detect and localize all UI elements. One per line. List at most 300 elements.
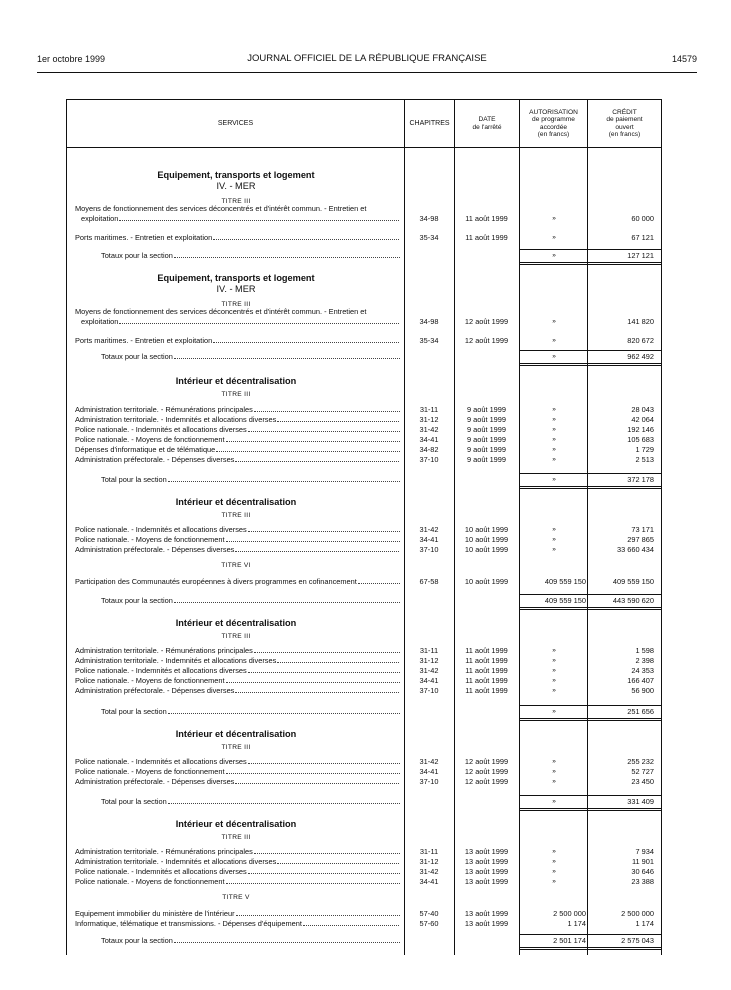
service-label: [75, 415, 400, 425]
autorisation-cell: »: [552, 476, 556, 483]
service-label: [75, 233, 400, 243]
service-text: Police nationale. - Indemnités et allocations diverses: [75, 867, 247, 876]
service-text: Police nationale. - Moyens de fonctionnement: [75, 877, 225, 886]
credit-cell: 141 820: [627, 317, 654, 326]
service-text: Administration territoriale. - Indemnités et allocations diverses: [75, 857, 277, 866]
leader-dots: [235, 460, 400, 462]
total-row: [67, 707, 661, 717]
date-cell: 13 août 1999: [464, 857, 509, 866]
titre-heading: TITRE III: [221, 512, 251, 519]
table-row: [67, 857, 661, 867]
table-row: [67, 415, 661, 425]
titre-heading: TITRE III: [221, 834, 251, 841]
credit-cell: 23 388: [631, 877, 654, 886]
leader-dots: [248, 430, 400, 432]
chapitre-cell: 35-34: [419, 233, 439, 242]
date-cell: 9 août 1999: [466, 405, 507, 414]
credit-cell: 820 672: [627, 336, 654, 345]
chapitre-cell: 31-42: [419, 867, 439, 876]
chapitre-cell: 31-42: [419, 525, 439, 534]
total-rule: [520, 810, 661, 811]
leader-dots: [303, 924, 400, 926]
table-row: [67, 767, 661, 777]
autorisation-cell: »: [552, 536, 556, 543]
total-label: [101, 475, 400, 485]
credit-cell: 73 171: [631, 525, 654, 534]
total-label: [101, 797, 400, 807]
service-label: Moyens de fonctionnement des services déconcentrés et d'intérêt commun. - Entretien et: [75, 307, 367, 316]
credit-cell: 42 064: [631, 415, 654, 424]
total-rule: [520, 594, 661, 595]
autorisation-cell: »: [552, 687, 556, 694]
chapitre-cell: 31-42: [419, 425, 439, 434]
table-row: [67, 686, 661, 696]
service-label: [75, 867, 400, 877]
total-rule: [520, 262, 661, 263]
total-rule: [520, 363, 661, 364]
leader-dots: [168, 480, 400, 482]
date-cell: 12 août 1999: [464, 777, 509, 786]
table-row: [67, 545, 661, 555]
col-header-autorisation: AUTORISATION de programme accordée (en francs): [529, 108, 578, 138]
service-label: [75, 455, 400, 465]
section-subtitle: IV. - MER: [216, 284, 256, 294]
leader-dots: [277, 661, 400, 663]
service-label: [75, 525, 400, 535]
total-rule: [520, 486, 661, 487]
service-text: Administration territoriale. - Rémunérations principales: [75, 405, 253, 414]
total-rule: [520, 365, 661, 366]
service-label: [75, 425, 400, 435]
journal-title: JOURNAL OFFICIEL DE LA RÉPUBLIQUE FRANÇAISE: [247, 53, 487, 64]
total-rule: [520, 264, 661, 265]
service-text: Police nationale. - Indemnités et allocations diverses: [75, 757, 247, 766]
leader-dots: [235, 782, 400, 784]
titre-heading: TITRE VI: [221, 562, 251, 569]
credit-cell: 28 043: [631, 405, 654, 414]
table-row: [67, 455, 661, 465]
date-cell: 13 août 1999: [464, 909, 509, 918]
autorisation-cell: »: [552, 337, 556, 344]
table-row: [67, 877, 661, 887]
date-cell: 11 août 1999: [465, 676, 508, 685]
service-label: [75, 777, 400, 787]
date-cell: 13 août 1999: [464, 919, 509, 928]
credit-cell: 60 000: [631, 214, 654, 223]
credit-cell: 1 174: [635, 919, 654, 928]
total-row: [67, 251, 661, 261]
service-text: Ports maritimes. - Entretien et exploitation: [75, 233, 213, 242]
service-text: Administration préfectorale. - Dépenses diverses: [75, 777, 235, 786]
credit-cell: 192 146: [627, 425, 654, 434]
service-label: [75, 767, 400, 777]
credit-cell: 30 646: [631, 867, 654, 876]
service-label: [75, 656, 400, 666]
service-text: Totaux pour la section: [101, 251, 173, 260]
total-rule: [520, 249, 661, 250]
credit-cell: 23 450: [631, 777, 654, 786]
credit-cell: 443 590 620: [612, 596, 654, 605]
section-title: Equipement, transports et logement: [157, 170, 315, 180]
credit-cell: 962 492: [627, 352, 654, 361]
total-rule: [520, 720, 661, 721]
date-cell: 9 août 1999: [466, 455, 507, 464]
credit-cell: 56 900: [631, 686, 654, 695]
table-row: [67, 435, 661, 445]
chapitre-cell: 34-41: [419, 676, 439, 685]
total-rule: [520, 488, 661, 489]
chapitre-cell: 34-41: [419, 767, 439, 776]
chapitre-cell: 34-82: [419, 445, 439, 454]
service-label: [75, 445, 400, 455]
service-label: [75, 686, 400, 696]
autorisation-cell: 409 559 150: [544, 577, 586, 586]
total-label: [101, 352, 400, 362]
table-row-continued: [67, 204, 661, 214]
service-text: Total pour la section: [101, 797, 167, 806]
autorisation-cell: »: [552, 406, 556, 413]
service-label: Moyens de fonctionnement des services déconcentrés et d'intérêt commun. - Entretien et: [75, 204, 367, 213]
total-rule: [520, 934, 661, 935]
table-row: [67, 525, 661, 535]
credit-cell: 251 656: [627, 707, 654, 716]
service-text: Administration préfectorale. - Dépenses diverses: [75, 455, 235, 464]
chapitre-cell: 34-98: [419, 214, 439, 223]
service-text: Totaux pour la section: [101, 596, 173, 605]
credit-cell: 331 409: [627, 797, 654, 806]
service-label: [75, 666, 400, 676]
service-label: [75, 757, 400, 767]
credit-cell: 105 683: [627, 435, 654, 444]
autorisation-cell: »: [552, 426, 556, 433]
leader-dots: [248, 530, 400, 532]
leader-dots: [168, 802, 400, 804]
page-header: [37, 54, 697, 68]
date-cell: 10 août 1999: [464, 525, 509, 534]
service-text: Police nationale. - Indemnités et allocations diverses: [75, 525, 247, 534]
header-row-rule: [67, 147, 661, 148]
leader-dots: [254, 852, 400, 854]
service-text: Equipement immobilier du ministère de l'intérieur: [75, 909, 235, 918]
section-subtitle: IV. - MER: [216, 181, 256, 191]
autorisation-cell: 409 559 150: [544, 596, 586, 605]
leader-dots: [235, 550, 400, 552]
leader-dots: [216, 450, 400, 452]
leader-dots: [174, 256, 400, 258]
credit-cell: 2 513: [635, 455, 654, 464]
service-label: [75, 857, 400, 867]
date-cell: 13 août 1999: [464, 847, 509, 856]
autorisation-cell: »: [552, 858, 556, 865]
chapitre-cell: 34-98: [419, 317, 439, 326]
table-row: [67, 847, 661, 857]
date-cell: 11 août 1999: [465, 646, 508, 655]
total-row: [67, 596, 661, 606]
titre-heading: TITRE III: [221, 198, 251, 205]
total-rule: [520, 609, 661, 610]
credit-cell: 2 500 000: [621, 909, 654, 918]
total-rule: [520, 795, 661, 796]
table-row: [67, 445, 661, 455]
total-row: [67, 936, 661, 946]
total-rule: [520, 947, 661, 948]
col-header-date: DATE de l'arrêté: [472, 116, 502, 131]
credit-cell: 67 121: [631, 233, 654, 242]
service-label: [75, 646, 400, 656]
service-text: Police nationale. - Moyens de fonctionnement: [75, 767, 225, 776]
autorisation-cell: »: [552, 758, 556, 765]
leader-dots: [248, 762, 400, 764]
autorisation-cell: »: [552, 878, 556, 885]
credit-cell: 2 575 043: [621, 936, 654, 945]
credit-cell: 7 934: [635, 847, 654, 856]
leader-dots: [174, 941, 400, 943]
leader-dots: [254, 410, 400, 412]
chapitre-cell: 35-34: [419, 336, 439, 345]
titre-heading: TITRE V: [222, 894, 250, 901]
chapitre-cell: 34-41: [419, 435, 439, 444]
leader-dots: [174, 357, 400, 359]
service-text: exploitation: [81, 214, 119, 223]
leader-dots: [358, 582, 400, 584]
service-text: Police nationale. - Moyens de fonctionnement: [75, 676, 225, 685]
col-header-chapitres: CHAPITRES: [409, 119, 450, 127]
service-text: Administration préfectorale. - Dépenses diverses: [75, 545, 235, 554]
chapitre-cell: 31-12: [419, 415, 439, 424]
section-title: Intérieur et décentralisation: [175, 819, 297, 829]
autorisation-cell: »: [552, 215, 556, 222]
leader-dots: [226, 882, 400, 884]
service-label: [75, 405, 400, 415]
chapitre-cell: 37-10: [419, 777, 439, 786]
date-cell: 12 août 1999: [464, 767, 509, 776]
leader-dots: [119, 219, 400, 221]
chapitre-cell: 31-12: [419, 857, 439, 866]
service-text: Administration territoriale. - Indemnités et allocations diverses: [75, 415, 277, 424]
leader-dots: [226, 681, 400, 683]
col-header-credit: CRÉDIT de paiement ouvert (en francs): [606, 108, 643, 138]
total-row: [67, 475, 661, 485]
autorisation-cell: »: [552, 318, 556, 325]
service-text: Dépenses d'informatique et de télématique: [75, 445, 216, 454]
date-cell: 11 août 1999: [465, 214, 508, 223]
date-cell: 9 août 1999: [466, 425, 507, 434]
chapitre-cell: 37-10: [419, 455, 439, 464]
chapitre-cell: 31-12: [419, 656, 439, 665]
leader-dots: [226, 772, 400, 774]
total-label: [101, 707, 400, 717]
leader-dots: [277, 862, 400, 864]
titre-heading: TITRE III: [221, 301, 251, 308]
service-label: [75, 676, 400, 686]
total-rule: [520, 705, 661, 706]
leader-dots: [235, 691, 400, 693]
date-cell: 12 août 1999: [464, 317, 509, 326]
total-row: [67, 797, 661, 807]
date-cell: 10 août 1999: [464, 577, 509, 586]
section-title: Intérieur et décentralisation: [175, 618, 297, 628]
credit-cell: 372 178: [627, 475, 654, 484]
table-row: [67, 777, 661, 787]
table-row: [67, 919, 661, 929]
service-text: Totaux pour la section: [101, 936, 173, 945]
chapitre-cell: 31-42: [419, 757, 439, 766]
chapitre-cell: 31-11: [419, 646, 439, 655]
table-row: [67, 757, 661, 767]
service-text: exploitation: [81, 317, 119, 326]
table-row: [67, 666, 661, 676]
autorisation-cell: 2 500 000: [553, 909, 586, 918]
leader-dots: [254, 651, 400, 653]
service-text: Administration territoriale. - Rémunérations principales: [75, 646, 253, 655]
total-rule: [520, 473, 661, 474]
autorisation-cell: »: [552, 677, 556, 684]
table-row: [67, 577, 661, 587]
date-cell: 10 août 1999: [464, 535, 509, 544]
total-rule: [520, 350, 661, 351]
leader-dots: [213, 238, 400, 240]
credit-cell: 24 353: [631, 666, 654, 675]
total-row: [67, 352, 661, 362]
leader-dots: [248, 872, 400, 874]
date-cell: 13 août 1999: [464, 877, 509, 886]
autorisation-cell: »: [552, 657, 556, 664]
autorisation-cell: »: [552, 353, 556, 360]
chapitre-cell: 34-41: [419, 535, 439, 544]
chapitre-cell: 31-11: [419, 405, 439, 414]
autorisation-cell: »: [552, 667, 556, 674]
chapitre-cell: 37-10: [419, 686, 439, 695]
credits-table: [66, 99, 662, 955]
date-cell: 10 août 1999: [464, 545, 509, 554]
service-text: Administration préfectorale. - Dépenses diverses: [75, 686, 235, 695]
leader-dots: [174, 601, 400, 603]
total-rule: [520, 718, 661, 719]
credit-cell: 33 660 434: [617, 545, 654, 554]
credit-cell: 2 398: [635, 656, 654, 665]
leader-dots: [226, 440, 400, 442]
credit-cell: 127 121: [627, 251, 654, 260]
table-row: [67, 909, 661, 919]
table-row: [67, 336, 661, 346]
date-cell: 12 août 1999: [464, 757, 509, 766]
table-row: [67, 535, 661, 545]
leader-dots: [168, 712, 400, 714]
autorisation-cell: »: [552, 234, 556, 241]
autorisation-cell: »: [552, 798, 556, 805]
total-rule: [520, 949, 661, 950]
service-text: Police nationale. - Moyens de fonctionnement: [75, 435, 225, 444]
col-header-services: SERVICES: [217, 119, 254, 127]
service-text: Police nationale. - Moyens de fonctionnement: [75, 535, 225, 544]
chapitre-cell: 67-58: [419, 577, 439, 586]
autorisation-cell: 1 174: [567, 919, 586, 928]
service-text: Totaux pour la section: [101, 352, 173, 361]
service-label: [75, 336, 400, 346]
table-row: [67, 405, 661, 415]
leader-dots: [248, 671, 400, 673]
date-cell: 11 août 1999: [465, 686, 508, 695]
chapitre-cell: 37-10: [419, 545, 439, 554]
total-label: [101, 936, 400, 946]
autorisation-cell: »: [552, 708, 556, 715]
date-cell: 11 août 1999: [465, 666, 508, 675]
credit-cell: 52 727: [631, 767, 654, 776]
service-text: Police nationale. - Indemnités et allocations diverses: [75, 425, 247, 434]
autorisation-cell: »: [552, 526, 556, 533]
section-title: Intérieur et décentralisation: [175, 729, 297, 739]
date-cell: 9 août 1999: [466, 415, 507, 424]
service-label: [81, 214, 400, 224]
date-cell: 13 août 1999: [464, 867, 509, 876]
table-row: [67, 867, 661, 877]
autorisation-cell: »: [552, 848, 556, 855]
header-rule: [37, 72, 697, 73]
chapitre-cell: 31-11: [419, 847, 439, 856]
total-label: [101, 596, 400, 606]
service-label: [75, 577, 400, 587]
autorisation-cell: »: [552, 647, 556, 654]
date-cell: 9 août 1999: [466, 445, 507, 454]
credit-cell: 1 598: [635, 646, 654, 655]
date-cell: 12 août 1999: [464, 336, 509, 345]
total-label: [101, 251, 400, 261]
service-text: Informatique, télématique et transmissions. - Dépenses d'équipement: [75, 919, 302, 928]
service-label: [75, 877, 400, 887]
titre-heading: TITRE III: [221, 744, 251, 751]
leader-dots: [119, 322, 400, 324]
service-text: Police nationale. - Indemnités et allocations diverses: [75, 666, 247, 675]
autorisation-cell: »: [552, 546, 556, 553]
chapitre-cell: 57-60: [419, 919, 439, 928]
leader-dots: [236, 914, 400, 916]
section-title: Intérieur et décentralisation: [175, 376, 297, 386]
leader-dots: [213, 341, 400, 343]
page-number: 14579: [671, 54, 697, 64]
service-label: [75, 435, 400, 445]
service-label: [81, 317, 400, 327]
chapitre-cell: 34-41: [419, 877, 439, 886]
service-text: Administration territoriale. - Indemnités et allocations diverses: [75, 656, 277, 665]
autorisation-cell: »: [552, 778, 556, 785]
chapitre-cell: 57-40: [419, 909, 439, 918]
titre-heading: TITRE III: [221, 633, 251, 640]
credit-cell: 297 865: [627, 535, 654, 544]
issue-date: 1er octobre 1999: [37, 54, 106, 64]
table-row: [67, 425, 661, 435]
service-label: [75, 919, 400, 929]
total-rule: [520, 607, 661, 608]
section-title: Intérieur et décentralisation: [175, 497, 297, 507]
service-label: [75, 535, 400, 545]
autorisation-cell: »: [552, 446, 556, 453]
credit-cell: 11 901: [631, 857, 654, 866]
table-row-continued: [67, 307, 661, 317]
service-label: [75, 847, 400, 857]
credit-cell: 166 407: [627, 676, 654, 685]
credit-cell: 1 729: [635, 445, 654, 454]
credit-cell: 255 232: [627, 757, 654, 766]
service-text: Total pour la section: [101, 475, 167, 484]
service-label: [75, 545, 400, 555]
table-row: [67, 676, 661, 686]
chapitre-cell: 31-42: [419, 666, 439, 675]
titre-heading: TITRE III: [221, 391, 251, 398]
table-row: [67, 317, 661, 327]
table-row: [67, 656, 661, 666]
autorisation-cell: »: [552, 456, 556, 463]
service-text: Participation des Communautés européennes à divers programmes en cofinancement: [75, 577, 357, 586]
